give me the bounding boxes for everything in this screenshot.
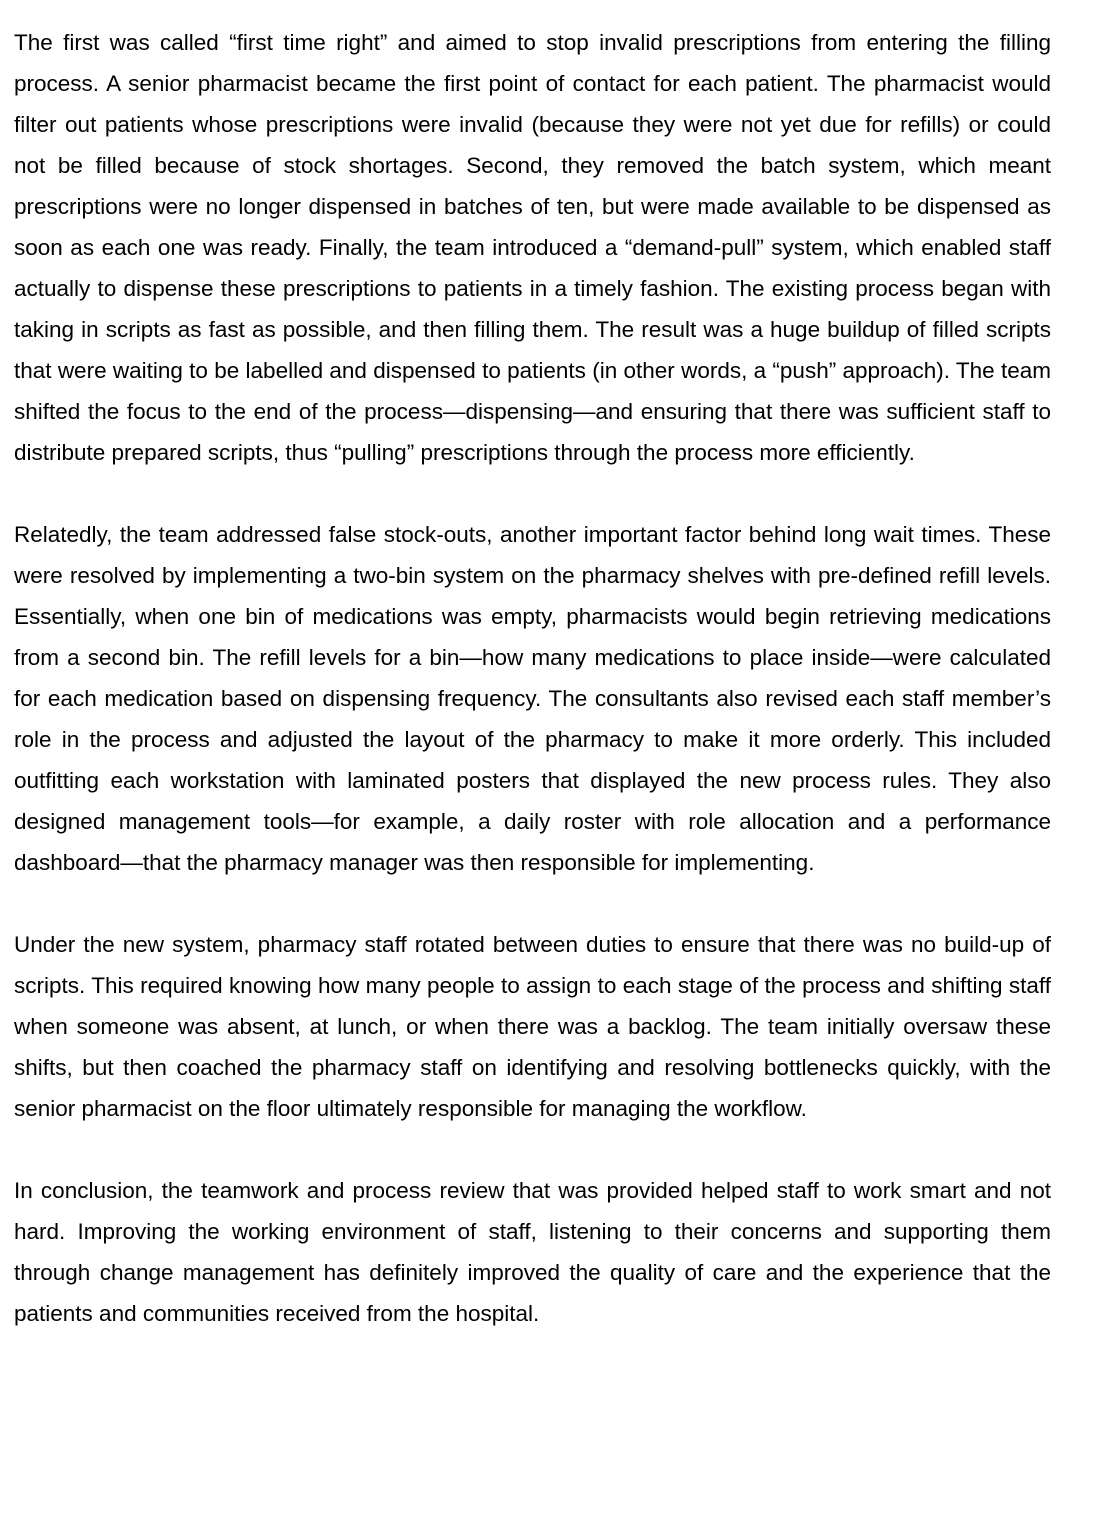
document-body <box>14 22 1051 1375</box>
paragraph-stock-outs: Relatedly, the team addressed false stock-outs, another important factor behind long wait times. These were resolved by implementing a two-bin system on the pharmacy shelves with pre-defined refill levels. Essentially, when one bin of medications was empty, pharmacists would begin retrieving medications from a second bin. The refill levels for a bin—how many medications to place inside—were calculated for each medication based on dispensing frequency. The consultants also revised each staff member’s role in the process and adjusted the layout of the pharmacy to make it more orderly. This included outfitting each workstation with laminated posters that displayed the new process rules. They also designed management tools—for example, a daily roster with role allocation and a performance dashboard—that the pharmacy manager was then responsible for implementing. <box>14 522 1051 875</box>
paragraph-new-system: Under the new system, pharmacy staff rotated between duties to ensure that there was no build-up of scripts. This required knowing how many people to assign to each stage of the process and shifting staff when someone was absent, at lunch, or when there was a backlog. The team initially oversaw these shifts, but then coached the pharmacy staff on identifying and resolving bottlenecks quickly, with the senior pharmacist on the floor ultimately responsible for managing the workflow. <box>14 932 1051 1121</box>
paragraph-conclusion: In conclusion, the teamwork and process review that was provided helped staff to work smart and not hard. Improving the working environment of staff, listening to their concerns and supporting them through change management has definitely improved the quality of care and the experience that the patients and communities received from the hospital. <box>14 1178 1051 1326</box>
paragraph-first-time-right: The first was called “first time right” and aimed to stop invalid prescriptions from entering the filling process. A senior pharmacist became the first point of contact for each patient. The pharmacist would filter out patients whose prescriptions were invalid (because they were not yet due for refills) or could not be filled because of stock shortages. Second, they removed the batch system, which meant prescriptions were no longer dispensed in batches of ten, but were made available to be dispensed as soon as each one was ready. Finally, the team introduced a “demand-pull” system, which enabled staff actually to dispense these prescriptions to patients in a timely fashion. The existing process began with taking in scripts as fast as possible, and then filling them. The result was a huge buildup of filled scripts that were waiting to be labelled and dispensed to patients (in other words, a “push” approach). The team shifted the focus to the end of the process—dispensing—and ensuring that there was sufficient staff to distribute prepared scripts, thus “pulling” prescriptions through the process more efficiently. <box>14 30 1051 465</box>
